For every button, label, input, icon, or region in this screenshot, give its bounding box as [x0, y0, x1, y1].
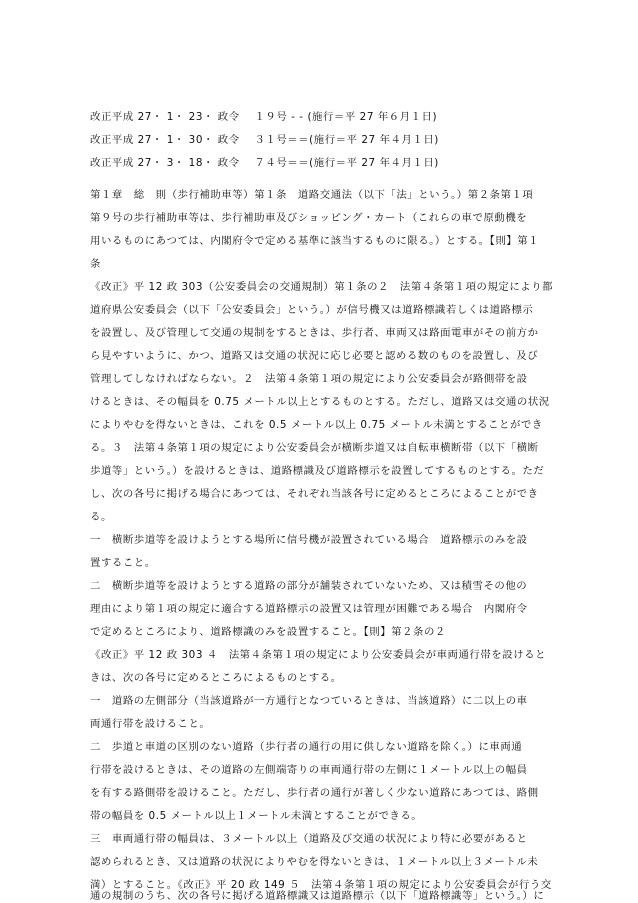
body-line: し、次の各号に掲げる場合にあつては、それぞれ当該各号に定めるところによることができ [90, 488, 539, 500]
body-line: 一 横断歩道等を設けようとする場所に信号機が設置されている場合 道路標示のみを設 [90, 534, 528, 546]
body-line: 第９号の歩行補助車等は、歩行補助車及びショッピング・カート（これらの車で原動機を [90, 212, 528, 224]
body-line: 通の規制のうち、次の各号に掲げる道路標識又は道路標示（以下「道路標識等」という。）に [90, 890, 545, 902]
body-line: 条 [90, 258, 101, 270]
amendment-note-3: 改正平成 27・ 3・ 18・ 政令 ７４号＝＝(施行＝平 27 年４月１日) [90, 157, 439, 169]
body-line: で定めるところにより、道路標識のみを設置すること。【則】第２条の２ [90, 626, 446, 638]
body-line: 三 車両通行帯の幅員は、３メートル以上（道路及び交通の状況により特に必要があると [90, 833, 528, 845]
body-line: 理由により第１項の規定に適合する道路標示の設置又は管理が困難である場合 内閣府令 [90, 603, 528, 615]
body-line: 《改正》平 12 政 303（公安委員会の交通規制）第１条の２ 法第４条第１項の規定により都 [90, 281, 554, 293]
body-line: 一 道路の左側部分（当該道路が一方通行となつているときは、当該道路）に二以上の車 [90, 695, 528, 707]
body-line: を設置し、及び管理して交通の規制をするときは、歩行者、車両又は路面電車がその前方か [90, 327, 539, 339]
body-line: る。 [90, 511, 112, 523]
body-line: によりやむを得ないときは、これを 0.5 メートル以上 0.75 メートル未満とすることができ [90, 419, 543, 431]
body-line: 第１章 総 則（歩行補助車等）第１条 道路交通法（以下「法」という。）第２条第１項 [90, 189, 534, 201]
amendment-note-2: 改正平成 27・ 1・ 30・ 政令 ３１号＝＝(施行＝平 27 年４月１日) [90, 134, 439, 146]
body-line: 管理してしなければならない。２ 法第４条第１項の規定により公安委員会が路側帯を設 [90, 373, 528, 385]
body-line: 用いるものにあつては、内閣府令で定める基準に該当するものに限る。）とする。【則】第１ [90, 235, 540, 247]
body-line: きは、次の各号に定めるところによるものとする。 [90, 672, 342, 684]
body-line: 認められるとき、又は道路の状況によりやむを得ないときは、１メートル以上３メートル未 [90, 856, 539, 868]
body-line: 行帯を設けるときは、その道路の左側端寄りの車両通行帯の左側に１メートル以上の幅員 [90, 764, 528, 776]
body-line: を有する路側帯を設けること。ただし、歩行者の通行が著しく少ない道路にあつては、路側 [90, 787, 539, 799]
body-line: ら見やすいように、かつ、道路又は交通の状況に応じ必要と認める数のものを設置し、及び [90, 350, 539, 362]
body-line: 二 歩道と車道の区別のない道路（歩行者の通行の用に供しない道路を除く。）に車両通 [90, 741, 523, 753]
body-line: 帯の幅員を 0.5 メートル以上１メートル未満とすることができる。 [90, 810, 423, 822]
body-line: 道府県公安委員会（以下「公安委員会」という。）が信号機又は道路標識若しくは道路標示 [90, 304, 534, 316]
body-line: 満）とすること。《改正》平 20 政 149 ５ 法第４条第１項の規定により公安委員会が行う交 [90, 879, 552, 891]
body-line: 《改正》平 12 政 303 ４ 法第４条第１項の規定により公安委員会が車両通行帯を設けると [90, 649, 547, 661]
body-line: けるときは、その幅員を 0.75 メートル以上とするものとする。ただし、道路又は交通の状況 [90, 396, 550, 408]
body-line: 両通行帯を設けること。 [90, 718, 211, 730]
body-line: 二 横断歩道等を設けようとする道路の部分が舗装されていないため、又は積雪その他の [90, 580, 528, 592]
body-line: 歩道等」という。）を設けるときは、道路標識及び道路標示を設置してするものとする。ただ [90, 465, 545, 477]
body-line: 置すること。 [90, 557, 156, 569]
body-line: る。３ 法第４条第１項の規定により公安委員会が横断歩道又は自転車横断帯（以下「横断 [90, 442, 539, 454]
amendment-note-1: 改正平成 27・ 1・ 23・ 政令 １９号 - - (施行＝平 27 年６月１日) [90, 111, 438, 123]
